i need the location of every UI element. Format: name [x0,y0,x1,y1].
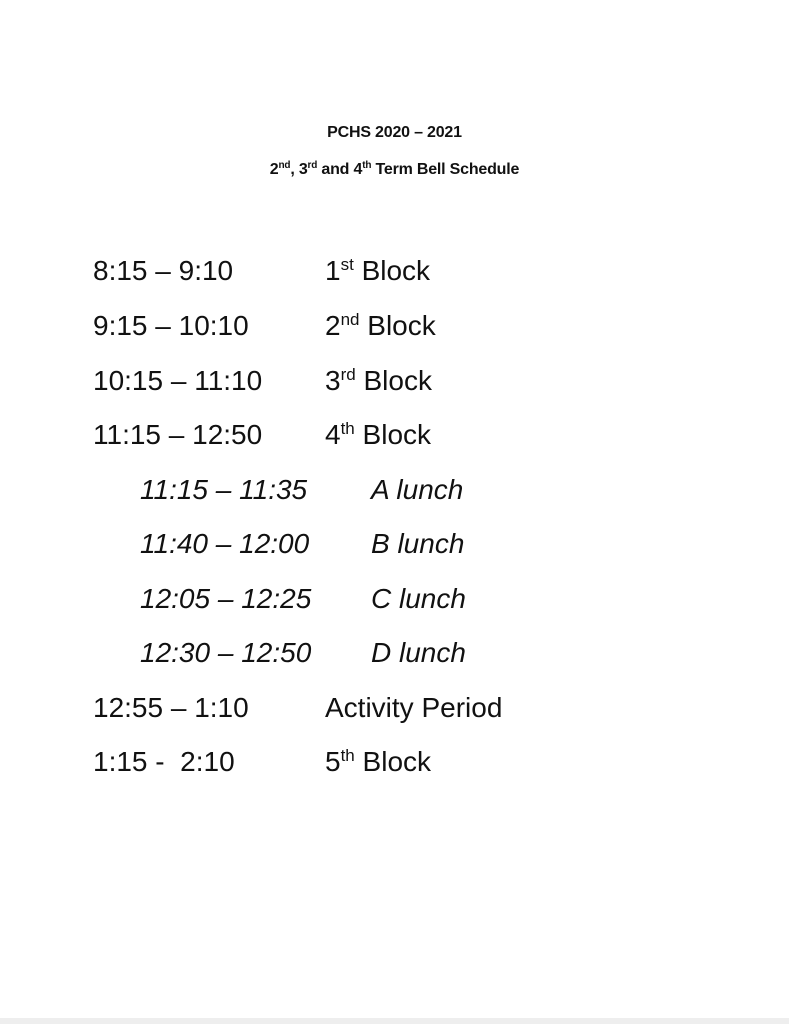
lunch-time: 12:30 – 12:50 [140,637,312,668]
schedule-time: 12:55 – 1:10 [93,692,249,723]
schedule-row [0,251,789,291]
lunch-time: 11:40 – 12:00 [140,528,310,559]
schedule-row [0,688,789,728]
lunch-label: C lunch [371,583,466,614]
lunch-row [0,470,789,510]
period-name: Block [354,746,432,777]
schedule-period [325,306,436,346]
lunch-row [0,579,789,619]
period-name: Block [355,365,432,396]
subtitle-text: Term Bell Schedule [371,161,520,178]
page-bottom-edge [0,1018,789,1024]
period-number: 4 [325,419,341,450]
lunch-label: D lunch [371,637,466,668]
period-name: Block [359,310,436,341]
schedule-period: Activity Period [325,692,503,723]
schedule-time: 8:15 – 9:10 [93,255,234,286]
period-number: 1 [325,255,341,286]
subtitle-text: 2 [269,161,279,178]
document-subtitle [0,161,789,179]
lunch-label: A lunch [371,474,464,505]
period-ordinal-suffix: th [340,746,355,765]
schedule-period [325,251,430,291]
document-title: PCHS 2020 – 2021 [327,124,462,141]
schedule-period [325,415,431,455]
subtitle-text: and 4 [317,161,363,178]
schedule-row [0,361,789,401]
period-ordinal-suffix: th [340,419,355,438]
period-ordinal-suffix: st [340,255,354,274]
period-ordinal-suffix: rd [340,365,356,384]
subtitle-ordinal-suffix: nd [278,160,291,171]
subtitle-ordinal-suffix: rd [307,160,318,171]
period-ordinal-suffix: nd [340,310,360,329]
period-number: 3 [325,365,341,396]
subtitle-ordinal-suffix: th [362,160,372,171]
lunch-row [0,524,789,564]
schedule-time: 1:15 - 2:10 [93,746,235,777]
lunch-time: 11:15 – 11:35 [140,474,308,505]
period-name: Block [354,419,432,450]
schedule-period [325,361,432,401]
lunch-time: 12:05 – 12:25 [140,583,312,614]
period-name: Block [353,255,431,286]
schedule-period [325,742,431,782]
schedule-row [0,742,789,782]
period-number: 2 [325,310,341,341]
schedule-row [0,306,789,346]
period-number: 5 [325,746,341,777]
schedule-time: 11:15 – 12:50 [93,419,263,450]
schedule-time: 10:15 – 11:10 [93,365,263,396]
subtitle-text: , 3 [290,161,308,178]
schedule-time: 9:15 – 10:10 [93,310,249,341]
lunch-row [0,633,789,673]
lunch-label: B lunch [371,528,465,559]
schedule-row [0,415,789,455]
